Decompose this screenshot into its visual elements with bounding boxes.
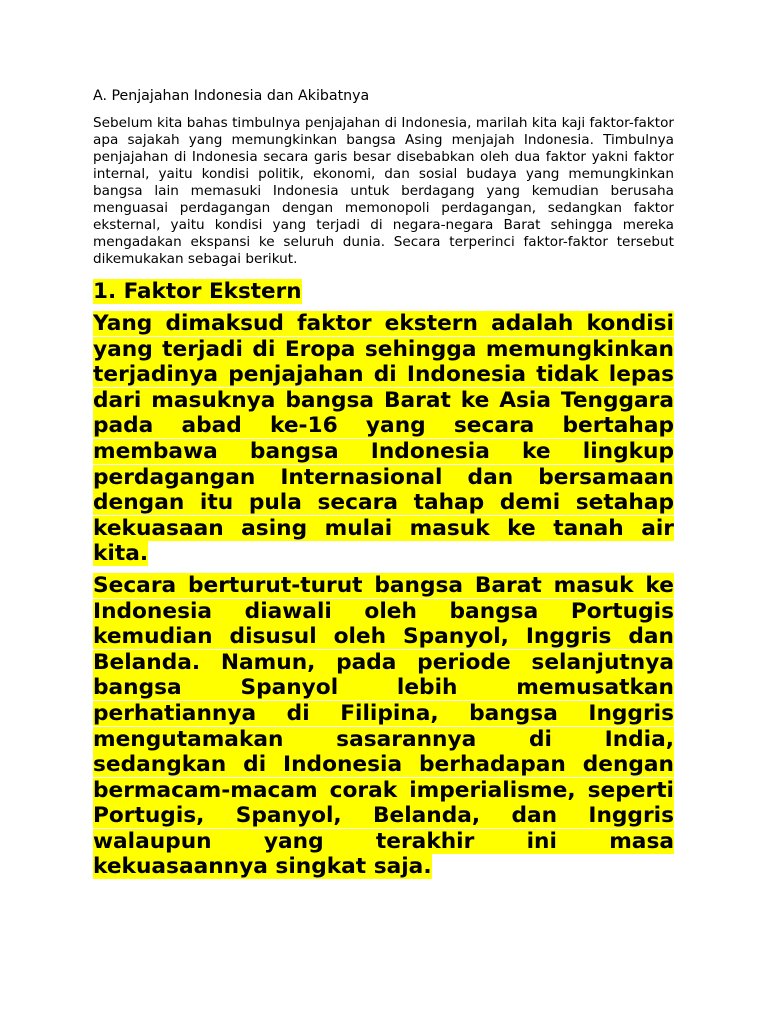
highlighted-paragraph-1-text: Yang dimaksud faktor ekstern adalah kondisi yang terjadi di Eropa sehingga memungkinkan terjadinya penjajahan di Indonesia tidak lepas dari masuknya bangsa Barat ke Asia Tenggara pada abad ke-16 yang secara bertahap membawa bangsa Indonesia ke lingkup perdagangan Internasional dan bersamaan dengan itu pula secara tahap demi setahap kekuasaan asing mulai masuk ke tanah air kita. — [93, 311, 674, 567]
highlighted-paragraph-1 — [93, 311, 674, 567]
section-title-text: 1. Faktor Ekstern — [93, 279, 302, 304]
intro-paragraph: Sebelum kita bahas timbulnya penjajahan di Indonesia, marilah kita kaji faktor-faktor apa sajakah yang memungkinkan bangsa Asing menjajah Indonesia. Timbulnya penjajahan di Indonesia secara garis besar disebabkan oleh dua faktor yakni faktor internal, yaitu kondisi politik, ekonomi, dan sosial budaya yang memungkinkan bangsa lain memasuki Indonesia untuk berdagang yang kemudian berusaha menguasai perdagangan dengan memonopoli perdagangan, sedangkan faktor eksternal, yaitu kondisi yang terjadi di negara-negara Barat sehingga mereka mengadakan ekspansi ke seluruh dunia. Secara terperinci faktor-faktor tersebut dikemukakan sebagai berikut. — [93, 115, 674, 267]
section-heading: A. Penjajahan Indonesia dan Akibatnya — [93, 88, 370, 104]
highlighted-paragraph-2 — [93, 573, 674, 880]
highlighted-paragraph-2-text: Secara berturut-turut bangsa Barat masuk ke Indonesia diawali oleh bangsa Portugis kemudian disusul oleh Spanyol, Inggris dan Belanda. Namun, pada periode selanjutnya bangsa Spanyol lebih memusatkan perhatiannya di Filipina, bangsa Inggris mengutamakan sasarannya di India, sedangkan di Indonesia berhadapan dengan bermacam-macam corak imperialisme, seperti Portugis, Spanyol, Belanda, dan Inggris walaupun yang terakhir ini masa kekuasaannya singkat saja. — [93, 572, 674, 880]
section-title — [93, 278, 674, 306]
